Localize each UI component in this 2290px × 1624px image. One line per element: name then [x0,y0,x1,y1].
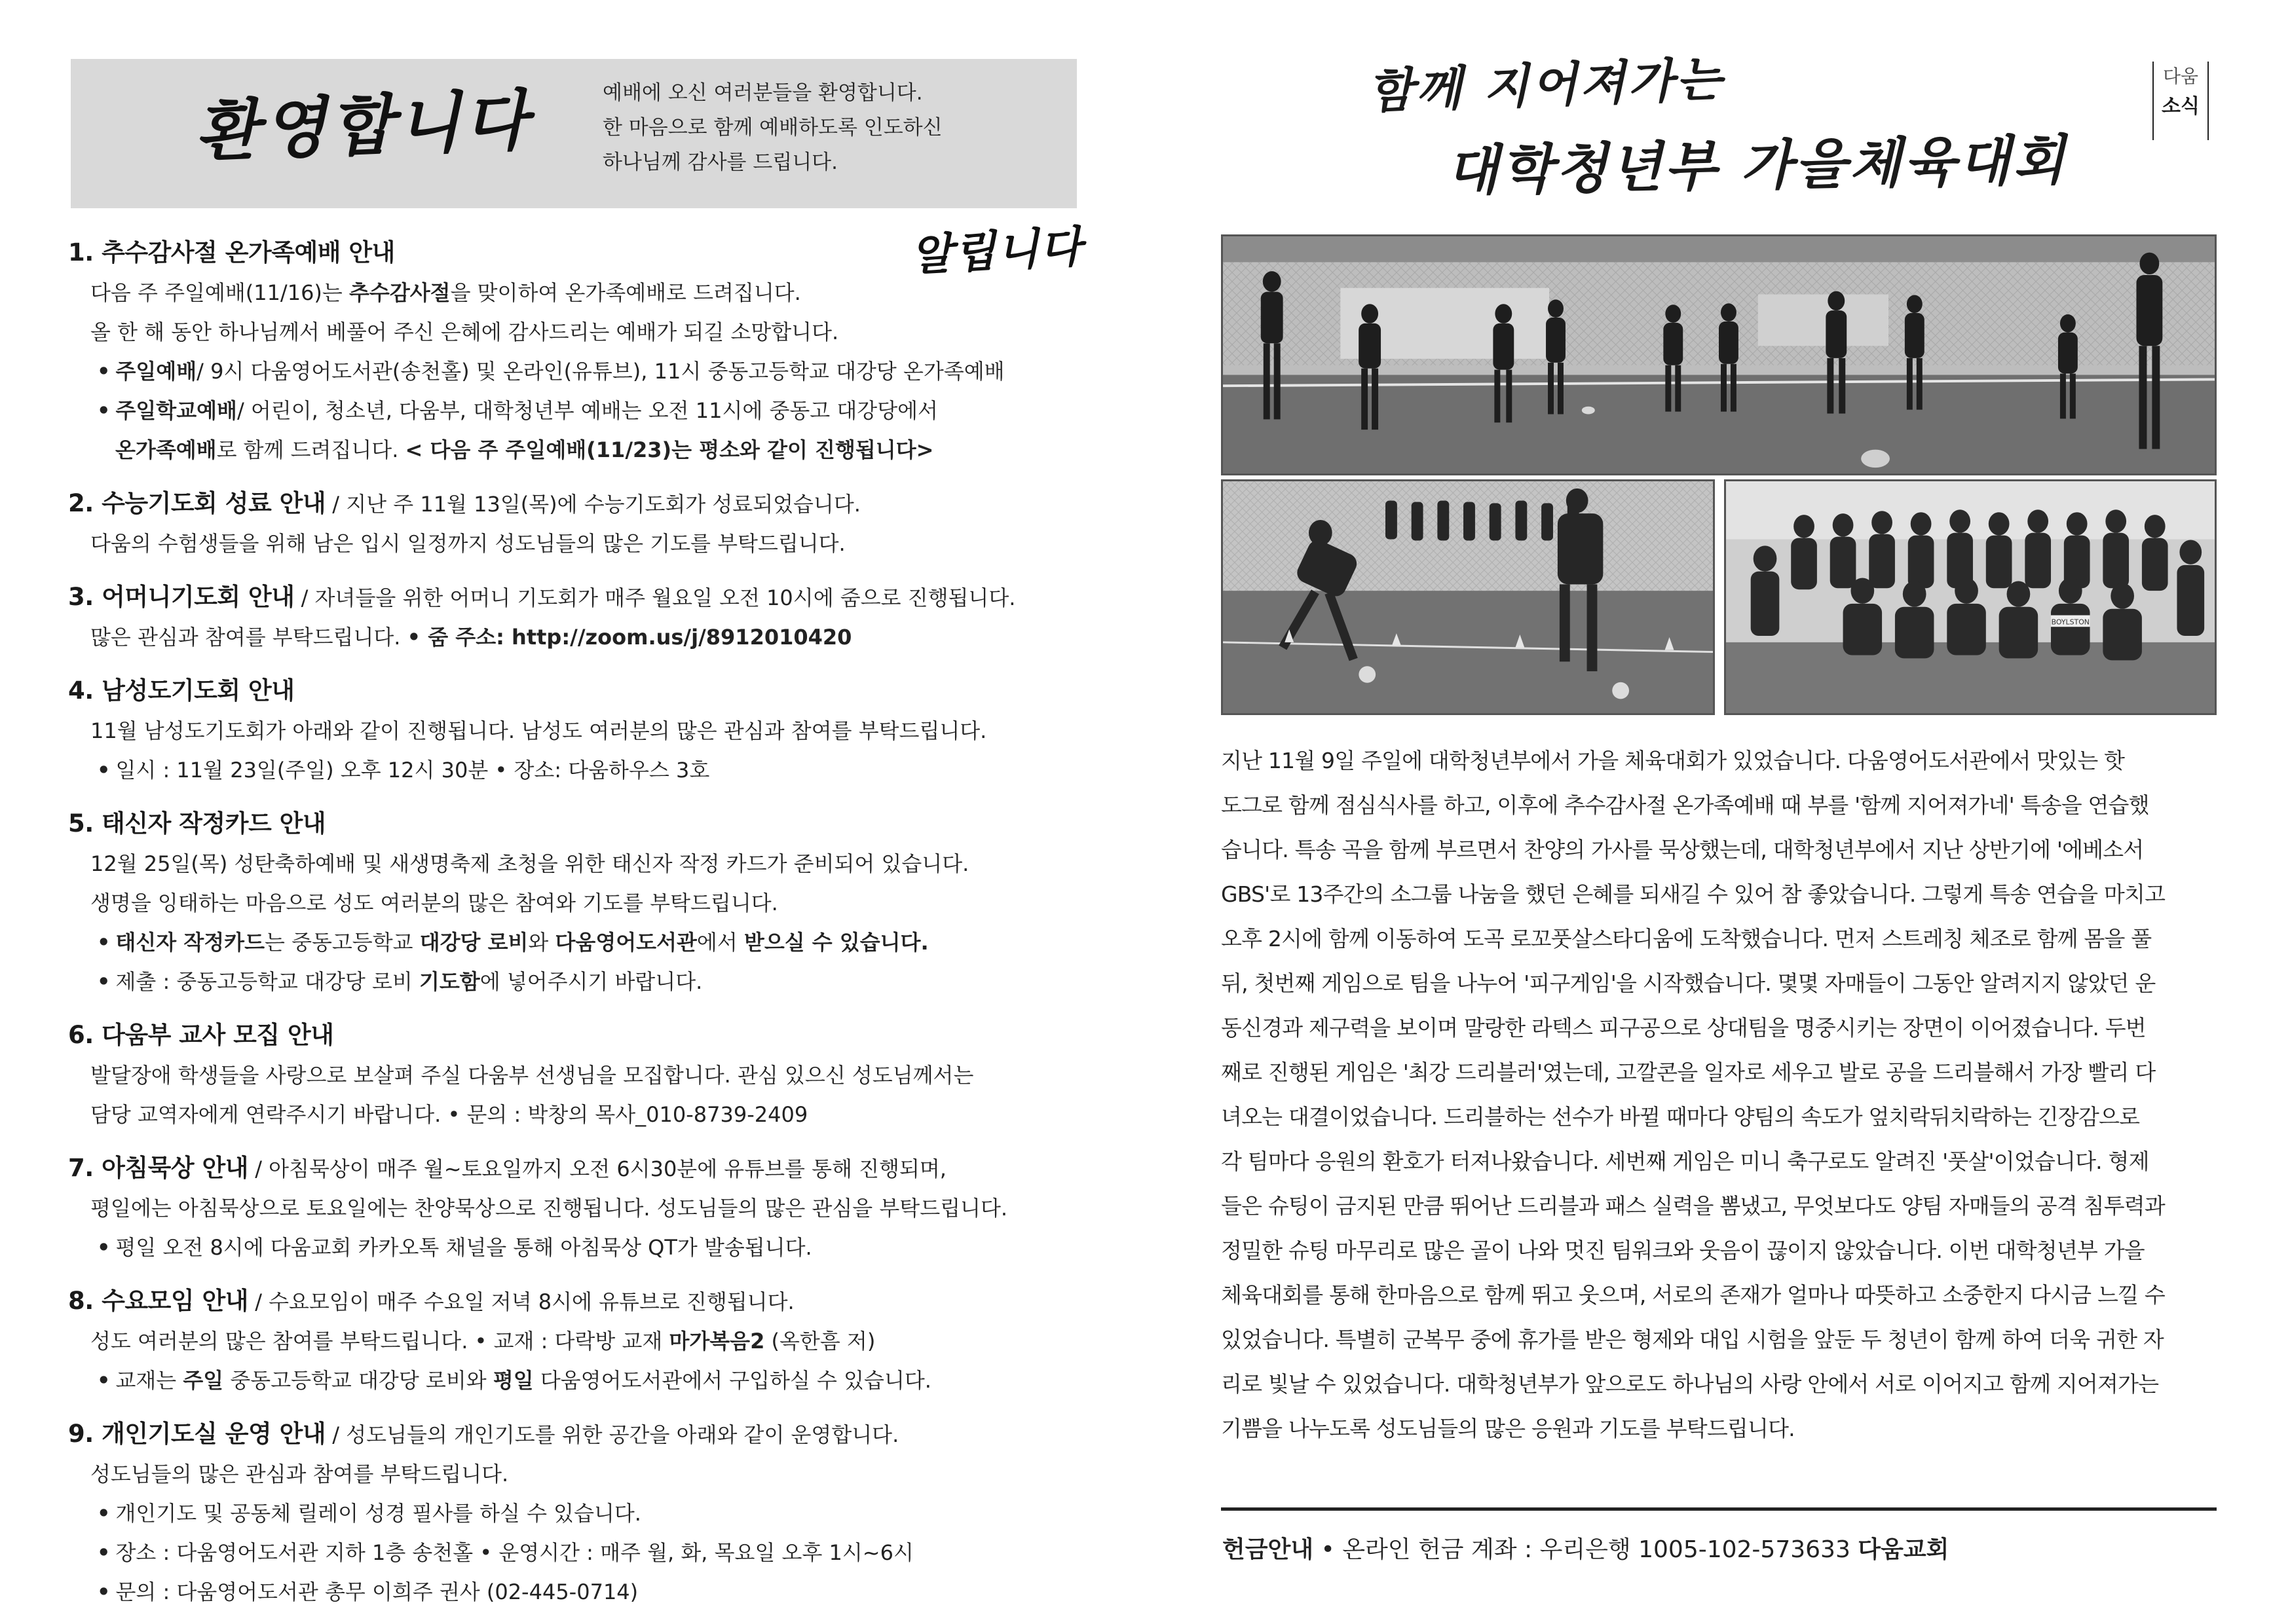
announcement-list [68,233,1090,1624]
body-text: 에서 [696,930,744,955]
announcement-line [68,1056,1090,1095]
announcement-title: 8. 수요모임 안내 [68,1287,249,1315]
announcement-line [68,1454,1090,1494]
divider [1221,1507,2217,1511]
announcement-lead: / 성도님들의 개인기도를 위한 공간을 아래와 같이 운영합니다. [326,1422,899,1447]
bullet-icon: • [97,1368,111,1393]
announcement-heading [68,1414,1090,1454]
announcement-line [68,1189,1090,1228]
emphasis-text: 주일학교예배 [115,398,237,423]
announcement-title: 1. 추수감사절 온가족예배 안내 [68,238,395,267]
announcement-section [68,804,1090,1001]
body-text: 로 함께 드려집니다. [216,437,405,462]
announcement-heading [68,1149,1090,1189]
article-line: 째로 진행된 게임은 '최강 드리블러'였는데, 고깔콘을 일자로 세우고 발로 공을 드리블해서 가장 빨리 다 [1221,1060,2156,1085]
emphasis-text: 받으실 수 있습니다. [743,930,929,955]
announcement-heading [68,578,1090,618]
announcement-bullet [68,1494,1090,1533]
body-text: 담당 교역자에게 연락주시기 바랍니다. • 문의 : 박창의 목사_010-8739-2409 [90,1102,808,1127]
announcement-lead: / 수요모임이 매주 수요일 저녁 8시에 유튜브로 진행됩니다. [248,1289,795,1314]
body-text: 제출 : 중동고등학교 대강당 로비 [115,969,419,994]
welcome-line: 한 마음으로 함께 예배하도록 인도하신 [603,116,943,139]
section-tag-line1: 다움 [2162,65,2199,87]
article-line: 기쁨을 나누도록 성도님들의 많은 응원과 기도를 부탁드립니다. [1221,1416,1795,1441]
announcement-line [68,1095,1090,1134]
announcement-line [68,618,1090,657]
article-line: 각 팀마다 응원의 환호가 터져나왔습니다. 세번째 게임은 미니 축구로도 알려진 '풋살'이었습니다. 형제 [1221,1149,2149,1174]
body-text: 11월 남성도기도회가 아래와 같이 진행됩니다. 남성도 여러분의 많은 관심과 참여를 부탁드립니다. [90,718,987,743]
body-text: 문의 : 다움영어도서관 총무 이희주 권사 (02-445-0714) [115,1579,639,1604]
announcement-heading [68,1282,1090,1321]
announcement-bullet [68,352,1090,391]
photo-team-stretching [1221,234,2217,475]
body-text: 일시 : 11월 23일(주일) 오후 12시 30분 • 장소: 다움하우스 3호 [115,758,710,783]
announcement-title: 7. 아침묵상 안내 [68,1154,249,1182]
announcement-bullet [68,1228,1090,1267]
body-text: 평일 오전 8시에 다움교회 카카오톡 채널을 통해 아침묵상 QT가 발송됩니다. [115,1235,812,1260]
announcement-line [68,312,1090,352]
announcement-heading [68,233,1090,273]
welcome-line: 예배에 오신 여러분들을 환영합니다. [603,81,923,105]
article-line: 습니다. 특송 곡을 함께 부르면서 찬양의 가사를 묵상했는데, 대학청년부에서 지난 상반기에 '에베소서 [1221,837,2144,862]
photo-group [1724,479,2217,715]
body-text: 는 중동고등학교 [264,930,420,955]
announcement-lead: / 자녀들을 위한 어머니 기도회가 매주 월요일 오전 10시에 줌으로 진행됩니다. [294,585,1016,610]
article-line: GBS'로 13주간의 소그룹 나눔을 했던 은혜를 되새길 수 있어 참 좋았습니다. 그렇게 특송 연습을 마치고 [1221,881,2166,907]
section-tag [2152,62,2209,140]
announcement-bullet [68,750,1090,790]
body-text: 생명을 잉태하는 마음으로 성도 여러분의 많은 참여와 기도를 부탁드립니다. [90,891,778,915]
body-text: 을 맞이하여 온가족예배로 드려집니다. [450,280,801,305]
bullet-icon: • [97,930,111,955]
body-text: 와 [528,930,555,955]
article-body [1221,739,2217,1451]
body-text: 중동고등학교 대강당 로비와 [223,1368,493,1393]
body-text: 다움영어도서관에서 구입하실 수 있습니다. [533,1368,931,1393]
body-text: 장소 : 다움영어도서관 지하 1층 송천홀 • 운영시간 : 매주 월, 화, 목요일 오후 1시~6시 [115,1540,914,1565]
body-text: 개인기도 및 공동체 릴레이 성경 필사를 하실 수 있습니다. [115,1501,641,1526]
body-text: 12월 25일(목) 성탄축하예배 및 새생명축제 초청을 위한 태신자 작정 카드가 준비되어 있습니다. [90,851,969,876]
body-text: 다움의 수험생들을 위해 남은 입시 일정까지 성도님들의 많은 기도를 부탁드립니다. [90,531,846,556]
body-text: 에 넣어주시기 바랍니다. [479,969,703,994]
offering-info [1222,1531,1949,1564]
announcement-lead: / 지난 주 11월 13일(목)에 수능기도회가 성료되었습니다. [326,492,861,517]
announcement-line [68,430,1090,470]
emphasis-text: 주일예배 [115,359,197,384]
welcome-script-heading: 환영합니다 [194,81,533,170]
article-line: 뒤, 첫번째 게임으로 팀을 나누어 '피구게임'을 시작했습니다. 몇몇 자매들이 그동안 알려지지 않았던 운 [1221,970,2156,996]
article-line: 정밀한 슈팅 마무리로 많은 골이 나와 멋진 팀워크와 웃음이 끊이지 않았습니다. 이번 대학청년부 가을 [1221,1238,2145,1263]
offering-label: 헌금안내 [1222,1536,1314,1563]
announcement-title: 6. 다움부 교사 모집 안내 [68,1021,334,1049]
announcement-line [68,273,1090,312]
emphasis-text: 주일 [183,1368,224,1393]
announcement-line [68,1321,1090,1361]
body-text: 성도님들의 많은 관심과 참여를 부탁드립니다. [90,1462,509,1486]
article-title-line1: 함께 지어져가는 [1366,50,1725,119]
announcement-section [68,233,1090,470]
right-page [1145,0,2290,1624]
announcement-lead: / 아침묵상이 매주 월~토요일까지 오전 6시30분에 유튜브를 통해 진행되며, [248,1156,947,1181]
article-line: 오후 2시에 함께 이동하여 도곡 로꼬풋살스타디움에 도착했습니다. 먼저 스트레칭 체조로 함께 몸을 풀 [1221,926,2152,951]
article-line: 도그로 함께 점심식사를 하고, 이후에 추수감사절 온가족예배 때 부를 '함께 지어져가네' 특송을 연습했 [1221,792,2149,818]
article-line: 들은 슈팅이 금지된 만큼 뛰어난 드리블과 패스 실력을 뽐냈고, 무엇보다도 양팀 자매들의 공격 침투력과 [1221,1193,2165,1219]
emphasis-text: 마가복음2 [669,1329,765,1354]
emphasis-text: 평일 [493,1368,534,1393]
jersey-lettering: BOYLSTON [2051,618,2090,627]
announcement-section [68,1282,1090,1400]
emphasis-text: 대강당 로비 [419,930,529,955]
offering-church: 다움교회 [1858,1536,1949,1563]
bullet-icon: • [97,1579,111,1604]
announcement-title: 4. 남성도기도회 안내 [68,676,295,705]
announcement-section [68,578,1090,657]
announcement-bullet [68,391,1090,430]
announcement-section [68,1149,1090,1267]
announcement-line [68,883,1090,923]
bullet-icon: • [97,1540,111,1565]
body-text: 발달장애 학생들을 사랑으로 보살펴 주실 다움부 선생님을 모집합니다. 관심 있으신 성도님께서는 [90,1063,974,1088]
body-text: 평일에는 아침묵상으로 토요일에는 찬양묵상으로 진행됩니다. 성도님들의 많은 관심을 부탁드립니다. [90,1196,1008,1221]
announcement-bullet [68,923,1090,962]
body-text: / 9시 다움영어도서관(송천홀) 및 온라인(유튜브), 11시 중동고등학교 대강당 온가족예배 [197,359,1005,384]
bullet-icon: • [97,758,111,783]
section-tag-line2: 소식 [2162,95,2200,118]
offering-account: • 온라인 헌금 계좌 : 우리은행 1005-102-573633 [1313,1536,1858,1563]
emphasis-text: < 다음 주 주일예배(11/23)는 평소와 같이 진행됩니다> [405,437,934,462]
article-line: 지난 11월 9일 주일에 대학청년부에서 가을 체육대회가 있었습니다. 다움영어도서관에서 맛있는 핫 [1221,748,2125,773]
notice-script-heading: 알립니다 [909,221,1085,281]
body-text: 올 한 해 동안 하나님께서 베풀어 주신 은혜에 감사드리는 예배가 되길 소망합니다. [90,320,839,344]
article-line: 녀오는 대결이었습니다. 드리블하는 선수가 바뀔 때마다 양팀의 속도가 엎치락뒤치락하는 긴장감으로 [1221,1104,2140,1130]
emphasis-text: 기도함 [419,969,480,994]
bullet-icon: • [97,969,111,994]
body-text: / 어린이, 청소년, 다움부, 대학청년부 예배는 오전 11시에 중동고 대강당에서 [236,398,938,423]
welcome-message [603,76,943,180]
announcement-title: 9. 개인기도실 운영 안내 [68,1420,326,1448]
article-line: 동신경과 제구력을 보이며 말랑한 라텍스 피구공으로 상대팀을 명중시키는 장면이 이어졌습니다. 두번 [1221,1015,2146,1041]
article-line: 있었습니다. 특별히 군복무 중에 휴가를 받은 형제와 대입 시험을 앞둔 두 청년이 함께 하여 더욱 귀한 자 [1221,1327,2164,1352]
welcome-banner [71,59,1077,208]
welcome-line: 하나님께 감사를 드립니다. [603,151,838,174]
emphasis-text: 추수감사절 [349,280,451,305]
body-text: 많은 관심과 참여를 부탁드립니다. [90,625,407,650]
body-text: (옥한흠 저) [764,1329,876,1354]
announcement-heading [68,484,1090,524]
announcement-heading [68,804,1090,844]
article-title-line2: 대학청년부 가을체육대회 [1446,128,2068,203]
bullet-icon: • [97,1235,111,1260]
announcement-title: 2. 수능기도회 성료 안내 [68,489,326,517]
announcement-title: 5. 태신자 작정카드 안내 [68,809,326,838]
bullet-icon: • [97,1501,111,1526]
announcement-line [68,844,1090,883]
announcement-bullet [68,962,1090,1001]
article-line: 체육대회를 통해 한마음으로 함께 뛰고 웃으며, 서로의 존재가 얼마나 따뜻하고 소중한지 다시금 느낄 수 [1221,1282,2165,1308]
photo-dribbling-game [1221,479,1715,715]
emphasis-text: • 줌 주소: http://zoom.us/j/8912010420 [407,625,852,650]
announcement-title: 3. 어머니기도회 안내 [68,583,295,611]
announcement-section [68,1016,1090,1134]
bullet-icon: • [97,359,111,384]
body-text: 교재는 [115,1368,183,1393]
body-text: 성도 여러분의 많은 참여를 부탁드립니다. • 교재 : 다락방 교재 [90,1329,669,1354]
announcement-section [68,1414,1090,1612]
emphasis-text: 태신자 작정카드 [115,930,265,955]
emphasis-text: 다움영어도서관 [555,930,697,955]
announcement-line [68,524,1090,563]
emphasis-text: 온가족예배 [115,437,217,462]
body-text: 다음 주 주일예배(11/16)는 [90,280,349,305]
article-line: 리로 빛날 수 있었습니다. 대학청년부가 앞으로도 하나님의 사랑 안에서 서로 이어지고 함께 지어져가는 [1221,1371,2159,1397]
announcement-heading [68,1016,1090,1056]
announcement-bullet [68,1533,1090,1572]
announcement-bullet [68,1361,1090,1400]
announcement-section [68,671,1090,790]
announcement-bullet [68,1572,1090,1612]
announcement-heading [68,671,1090,711]
announcement-line [68,711,1090,750]
announcement-section [68,484,1090,563]
bullet-icon: • [97,398,111,423]
